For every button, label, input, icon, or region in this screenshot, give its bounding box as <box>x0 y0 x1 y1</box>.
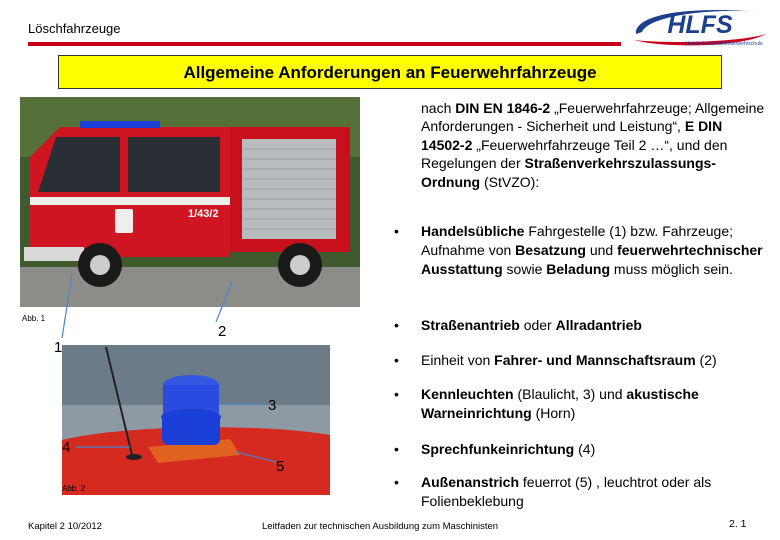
stvzo-term: Straßenverkehrszulassungs-Ordnung <box>421 155 716 190</box>
bullet-icon: • <box>394 223 399 239</box>
callout-1: 1 <box>54 339 63 356</box>
bullet-icon: • <box>394 352 399 368</box>
callout-line-5 <box>236 452 276 462</box>
standard-e-din-14502-2: E DIN 14502-2 <box>421 118 723 153</box>
callout-4: 4 <box>62 439 71 456</box>
bullet-item-drive: • Straßenantrieb oder Allradantrieb <box>394 317 642 333</box>
bullet-item-signals: • Kennleuchten (Blaulicht, 3) und akustische Warneinrichtung (Horn) <box>394 386 699 421</box>
section-title: Löschfahrzeuge <box>28 21 121 36</box>
logo-text: HLFS <box>667 11 733 39</box>
footer-course-title: Leitfaden zur technischen Ausbildung zum Maschinisten <box>262 521 499 532</box>
logo-subtitle: Hessische Landesfeuerwehrschule <box>685 41 763 47</box>
bullet-item-cab: • Einheit von Fahrer- und Mannschaftsraum (2) <box>394 352 717 368</box>
page-number: 2. 1 <box>729 518 747 530</box>
bullet-item-chassis: • Handelsübliche Fahrgestelle (1) bzw. Fahrzeuge; Aufnahme von Besatzung und feuerwehrtechnischer Ausstattung sowie Beladung muss möglich sein. <box>394 223 763 277</box>
callout-5: 5 <box>276 458 285 475</box>
bullet-item-radio: • Sprechfunkeinrichtung (4) <box>394 441 596 457</box>
figure-1-caption: Abb. 1 <box>22 314 46 323</box>
callout-line-1 <box>62 274 72 338</box>
bullet-icon: • <box>394 474 399 490</box>
bullet-icon: • <box>394 441 399 457</box>
callout-2: 2 <box>218 323 227 340</box>
figure-2-caption: Abb. 2 <box>62 484 86 493</box>
bullet-icon: • <box>394 386 399 402</box>
vehicle-marking: 1/43/2 <box>188 208 219 220</box>
callout-3: 3 <box>268 397 277 414</box>
footer-chapter: Kapitel 2 10/2012 <box>28 521 102 532</box>
intro-paragraph: nach DIN EN 1846-2 „Feuerwehrfahrzeuge; Allgemeine Anforderungen - Sicherheit und Leistung“, E DIN 14502-2 „Feuerwehrfahrzeuge Teil 2 …“, und den Regelungen der Straßenverkehrszulassungs-Ordnung (StVZO): <box>421 100 765 190</box>
slide-title-banner: Allgemeine Anforderungen an Feuerwehrfahrzeuge <box>58 55 722 89</box>
bullet-icon: • <box>394 317 399 333</box>
standard-din-en-1846-2: DIN EN 1846-2 <box>455 100 551 116</box>
callout-line-2 <box>216 282 232 322</box>
bullet-item-paint: • Außenanstrich feuerrot (5) , leuchtrot oder als Folienbeklebung <box>394 474 712 509</box>
